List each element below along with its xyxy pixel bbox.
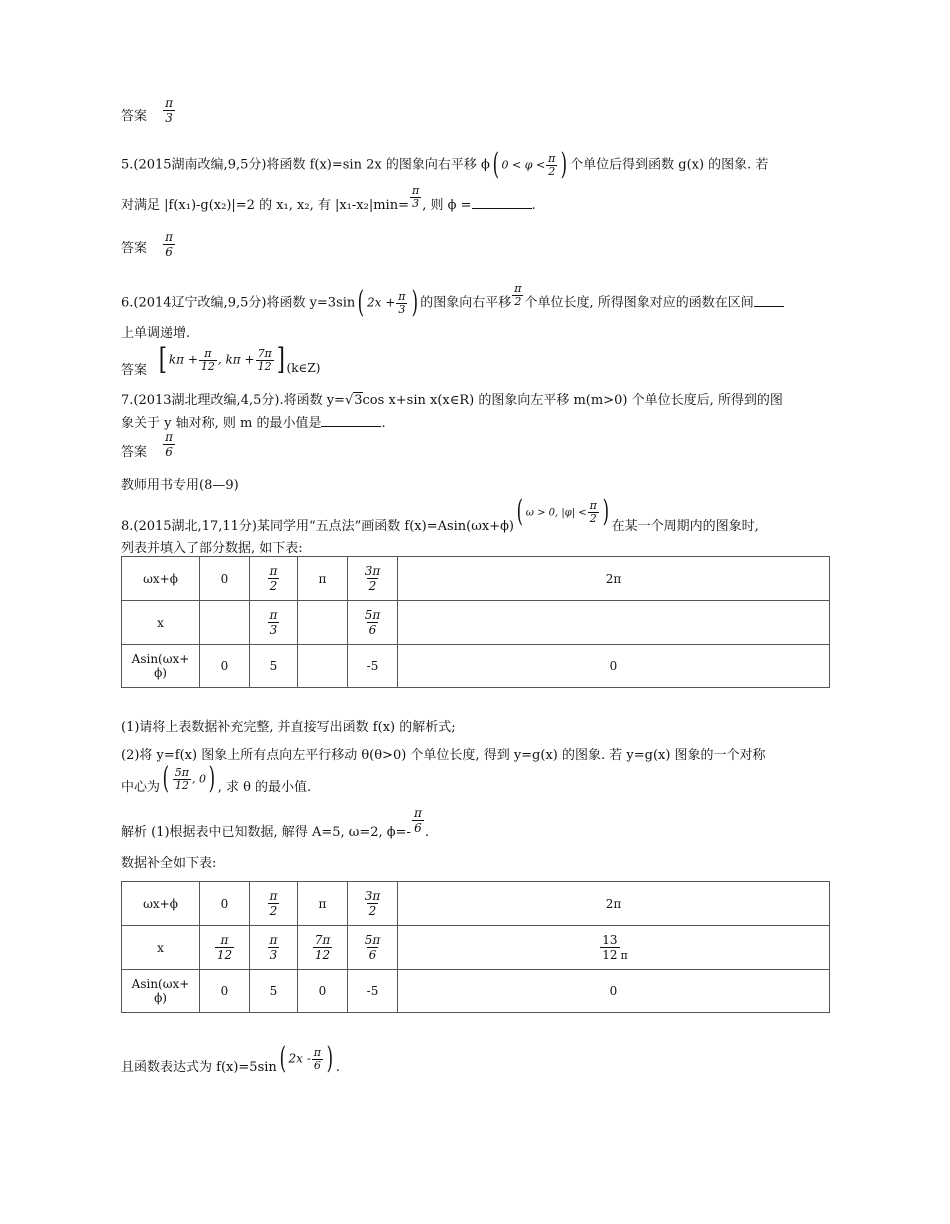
answer-blank [321,426,381,427]
fraction: $\frac{3\pi}{2}$ [364,564,381,593]
part-2-line-1: (2)将 y=f(x) 图象上所有点向左平行移动 θ(θ>0) 个单位长度, 得到 y=g(x) 的图象. 若 y=g(x) 图象的一个对称 [121,748,766,763]
question-8-line-2: 列表并填入了部分数据, 如下表: [121,541,303,556]
q4-answer: 答案 $\frac{\pi}{3}$ [121,96,174,125]
fraction: $\frac{\pi}{12}$ [216,933,233,962]
table-row: Asin(ωx+ ϕ) 0 5 -5 0 [122,645,830,688]
q5-answer: 答案 $\frac{\pi}{6}$ [121,230,174,259]
fraction: $\frac{\pi}{12}$ [200,346,215,373]
table-row: x $\frac{\pi}{3}$ $\frac{5\pi}{6}$ [122,601,830,645]
fraction: $\frac{5\pi}{6}$ [364,933,381,962]
question-7-line-2: 象关于 y 轴对称, 则 m 的最小值是 . [121,416,386,431]
question-7-line-1: 7.(2013湖北理改编,4,5分).将函数 y=√3cos x+sin x(x∈R) 的图象向左平移 m(m>0) 个单位长度后, 所得到的图 [121,393,783,408]
q6-answer: 答案 [ kπ + $\frac{\pi}{12}$ , kπ + $\frac{7\pi}{12}$ ] (k∈Z) [121,342,321,378]
fraction: $\frac{\pi}{2}$ [269,889,278,918]
five-point-table-partial [121,556,830,688]
fraction: $\frac{\pi}{3}$ [411,184,420,210]
question-5-line-2: 对满足 |f(x₁)-g(x₂)|=2 的 x₁, x₂, 有 |x₁-x₂|min= $\frac{\pi}{3}$ , 则 ϕ = . [121,184,536,213]
answer-blank [754,306,784,307]
question-6-line-1: 6.(2014辽宁改编,9,5分)将函数 y=3sin( 2x + $\frac{\pi}{3}$ ) 的图象向右平移 $\frac{\pi}{2}$ 个单位长度, 所得图象对应的函数在区间 [121,288,784,318]
fraction: $\frac{\pi}{2}$ [589,498,597,525]
fraction: $\frac{7\pi}{12}$ [314,933,331,962]
answer-blank [472,208,532,209]
fraction: $\frac{\pi}{6}$ [165,230,174,259]
fraction: $\frac{\pi}{6}$ [413,806,422,835]
question-8-line-1: 8.(2015湖北,17,11分)某同学用“五点法”画函数 f(x)=Asin(ωx+ϕ)( ω > 0, |φ| < $\frac{\pi}{2}$ ) 在某一个周期内的图象时, [121,494,759,534]
fraction: $\frac{13}{12}$ [602,933,618,962]
fraction: $\frac{\pi}{6}$ [165,430,174,459]
fraction: $\frac{\pi}{2}$ [548,151,556,178]
final-expression: 且函数表达式为 f(x)=5sin( 2x - $\frac{\pi}{6}$ ) . [121,1041,340,1076]
question-6-line-2: 上单调递增. [121,326,191,341]
fraction: $\frac{\pi}{6}$ [313,1045,322,1072]
fraction: $\frac{3\pi}{2}$ [364,889,381,918]
question-5-line-1: 5.(2015湖南改编,9,5分)将函数 f(x)=sin 2x 的图象向右平移 ϕ( 0 < φ < $\frac{\pi}{2}$ ) 个单位后得到函数 g(x) 的图象. 若 [121,147,769,182]
fraction: $\frac{\pi}{3}$ [269,933,278,962]
table-row: ωx+ϕ 0 $\frac{\pi}{2}$ π $\frac{3\pi}{2}$ 2π [122,882,830,926]
fraction: $\frac{\pi}{3}$ [269,608,278,637]
table-row: ωx+ϕ 0 $\frac{\pi}{2}$ π $\frac{3\pi}{2}$ 2π [122,557,830,601]
table-row: Asin(ωx+ ϕ) 0 5 0 -5 0 [122,970,830,1013]
fraction: $\frac{7\pi}{12}$ [257,346,272,373]
table-row: x $\frac{\pi}{12}$ $\frac{\pi}{3}$ $\frac{7\pi}{12}$ $\frac{5\pi}{6}$ $\frac{13}{12}$ π [122,926,830,970]
fraction: $\frac{\pi}{2}$ [514,281,522,308]
q7-answer: 答案 $\frac{\pi}{6}$ [121,430,174,460]
part-2-line-2: 中心为( $\frac{5\pi}{12}$ , 0) , 求 θ 的最小值. [121,761,312,796]
fraction: $\frac{5\pi}{6}$ [364,608,381,637]
part-1: (1)请将上表数据补充完整, 并直接写出函数 f(x) 的解析式; [121,720,456,735]
fraction: $\frac{\pi}{3}$ [165,96,174,125]
five-point-table-complete [121,881,830,1013]
fraction: $\frac{5\pi}{12}$ [174,765,189,792]
solution-line-2: 数据补全如下表: [121,856,217,871]
fraction: $\frac{\pi}{2}$ [269,564,278,593]
solution-line-1: 解析 (1)根据表中已知数据, 解得 A=5, ω=2, ϕ=- $\frac{\pi}{6}$ . [121,806,429,840]
fraction: $\frac{\pi}{3}$ [398,289,406,316]
teacher-note: 教师用书专用(8—9) [121,478,239,493]
